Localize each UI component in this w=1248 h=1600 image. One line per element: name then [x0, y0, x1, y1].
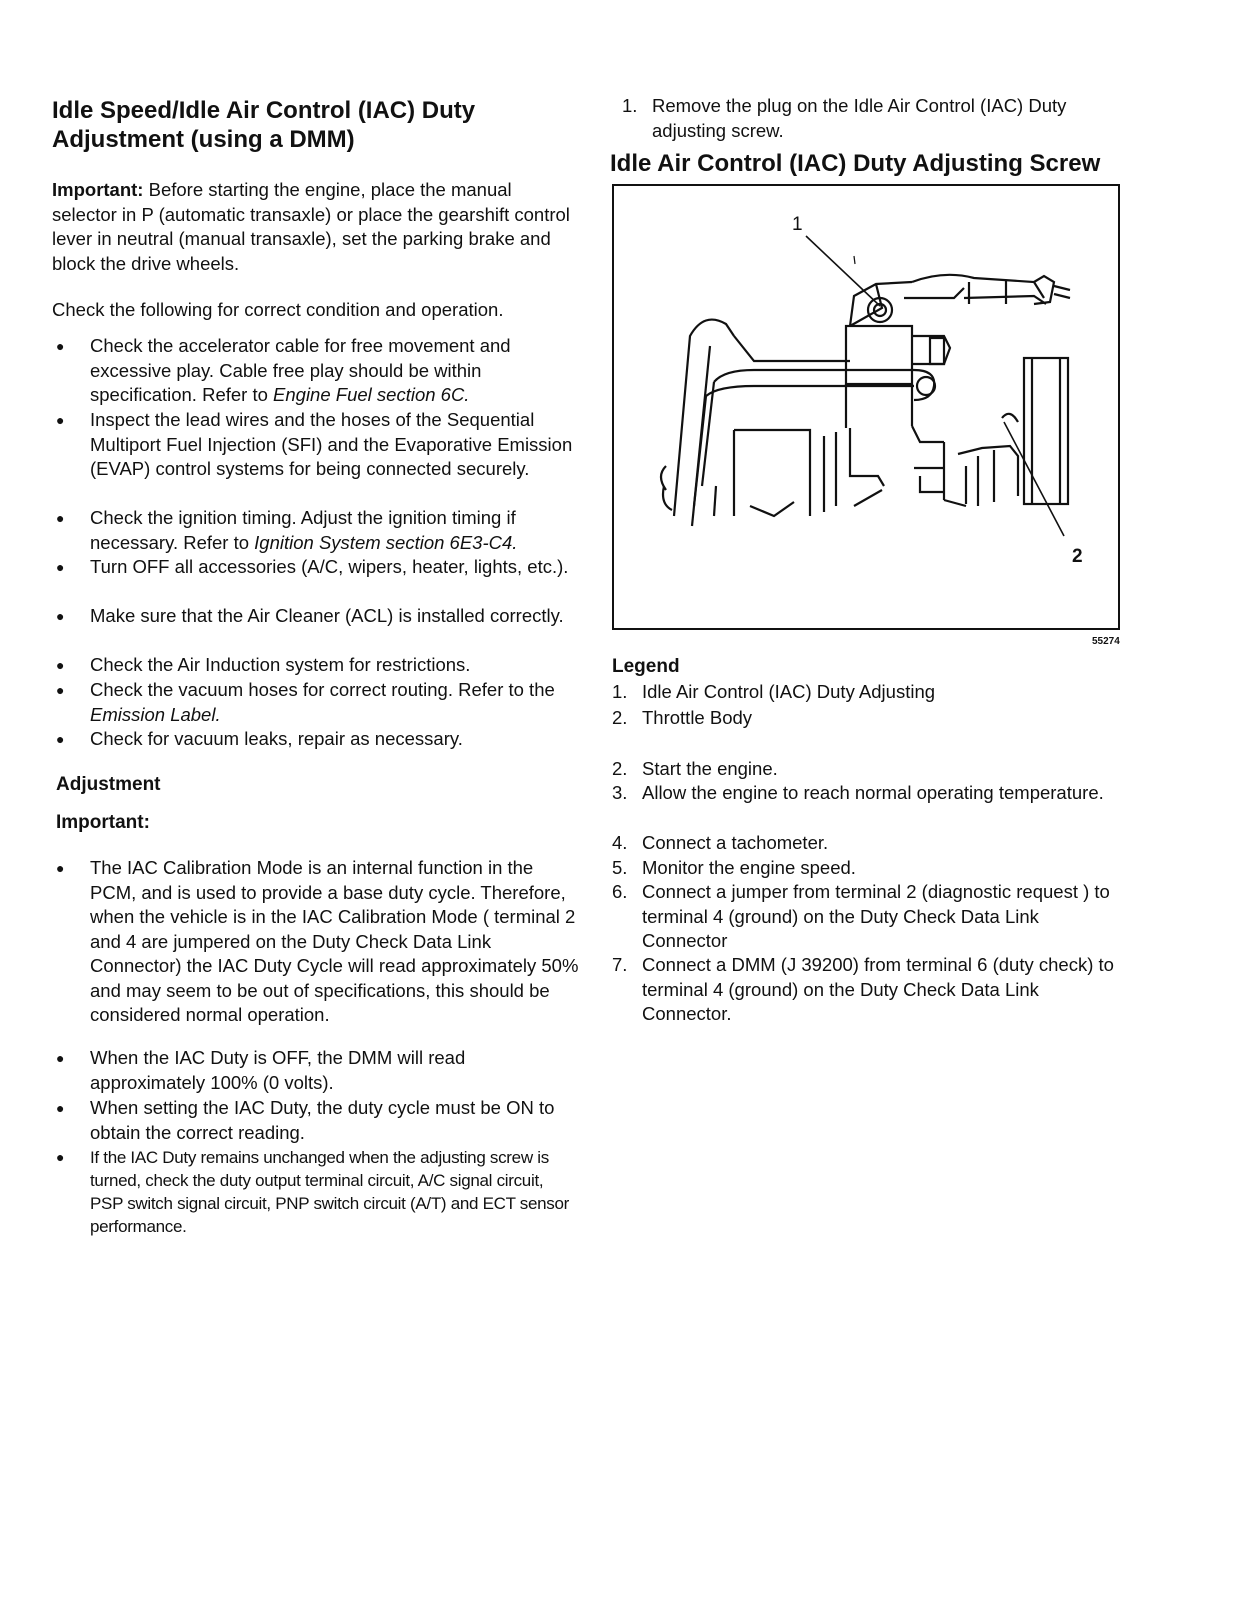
figure-frame: [612, 184, 1120, 630]
important-label: Important:: [52, 179, 144, 200]
adjustment-heading: Adjustment: [56, 774, 161, 795]
section-title: Idle Speed/Idle Air Control (IAC) Duty Adjustment (using a DMM): [52, 97, 476, 153]
check-intro: Check the following for correct condition and operation.: [52, 299, 504, 320]
callout-1: 1: [792, 214, 803, 235]
throttle-body-illustration: [614, 186, 1118, 628]
figure-id: 55274: [1092, 636, 1120, 647]
important-note: [52, 178, 572, 276]
callout-2: 2: [1072, 546, 1083, 567]
figure-title: Idle Air Control (IAC) Duty Adjusting Screw: [610, 150, 1101, 177]
important-text: Before starting the engine, place the manual selector in P (automatic transaxle) or place the gearshift control lever in neutral (manual transaxle), set the parking brake and block the drive wheels.: [52, 179, 570, 274]
legend-heading: Legend: [612, 656, 680, 677]
important-heading: Important:: [56, 812, 150, 833]
